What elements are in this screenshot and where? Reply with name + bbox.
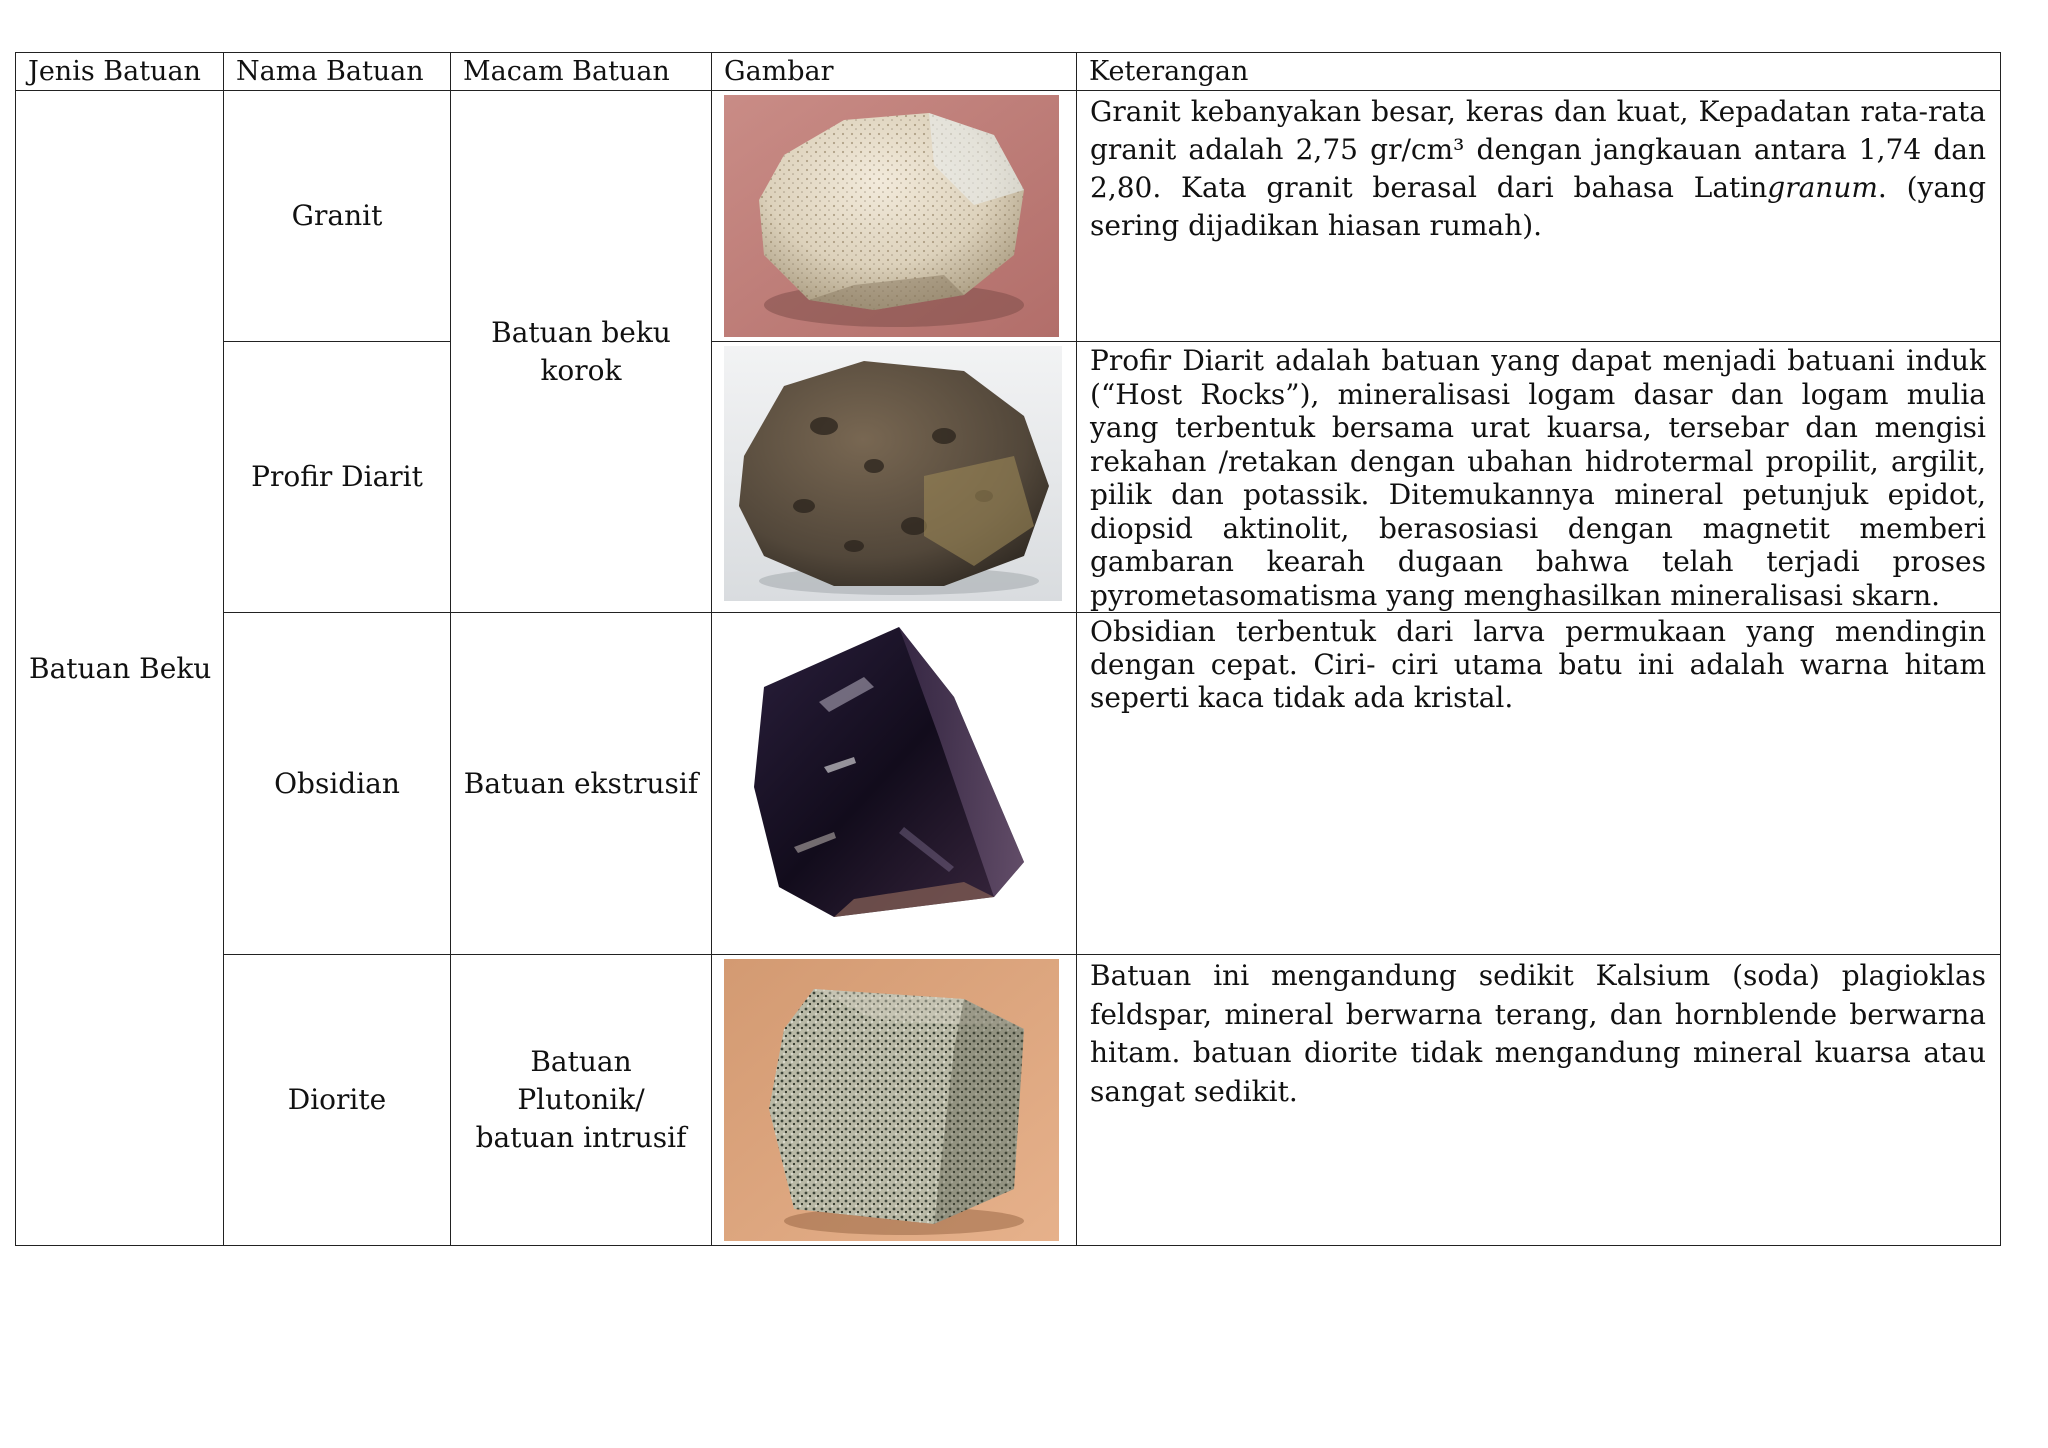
macam-batuan-cell: Batuan Plutonik/ batuan intrusif [451, 955, 712, 1246]
nama-batuan-cell: Diorite [224, 955, 451, 1246]
table-row [16, 613, 2001, 955]
header-macam-batuan: Macam Batuan [451, 53, 712, 91]
keterangan-cell: Obsidian terbentuk dari larva permukaan yang mendingin dengan cepat. Ciri- ciri utama batu ini adalah warna hitam seperti kaca tidak ada kristal. [1077, 613, 2001, 955]
keterangan-cell: Granit kebanyakan besar, keras dan kuat, Kepadatan rata-rata granit adalah 2,75 gr/cm³ dengan jangkauan antara 1,74 dan 2,80. Kata granit berasal dari bahasa Latingranum. (yang sering dijadikan hiasan rumah). [1077, 91, 2001, 342]
table-row [16, 91, 2001, 342]
header-row [16, 53, 2001, 91]
granite-rock-photo [724, 95, 1059, 337]
porphyry-diorite-rock-photo [724, 346, 1062, 601]
obsidian-rock-photo [724, 617, 1059, 927]
rock-image-cell [712, 342, 1077, 613]
diorite-rock-photo [724, 959, 1059, 1241]
header-jenis-batuan: Jenis Batuan [16, 53, 224, 91]
table-row [16, 955, 2001, 1246]
macam-batuan-cell: Batuan ekstrusif [451, 613, 712, 955]
rock-image-cell [712, 613, 1077, 955]
header-nama-batuan: Nama Batuan [224, 53, 451, 91]
nama-batuan-cell: Obsidian [224, 613, 451, 955]
jenis-batuan-cell: Batuan Beku [16, 91, 224, 1246]
macam-batuan-cell: Batuan beku korok [451, 91, 712, 613]
rock-image-cell [712, 955, 1077, 1246]
keterangan-cell: Batuan ini mengandung sedikit Kalsium (soda) plagioklas feldspar, mineral berwarna terang, dan hornblende berwarna hitam. batuan diorite tidak mengandung mineral kuarsa atau sangat sedikit. [1077, 955, 2001, 1246]
header-gambar: Gambar [712, 53, 1077, 91]
keterangan-cell: Profir Diarit adalah batuan yang dapat menjadi batuani induk (“Host Rocks”), mineralisasi logam dasar dan logam mulia yang terbentuk bersama urat kuarsa, tersebar dan mengisi rekahan /retakan dengan ubahan hidrotermal propilit, argilit, pilik dan potassik. Ditemukannya mineral petunjuk epidot, diopsid aktinolit, berasosiasi dengan magnetit memberi gambaran kearah dugaan bahwa telah terjadi proses pyrometasomatisma yang menghasilkan mineralisasi skarn. [1077, 342, 2001, 613]
rock-image-cell [712, 91, 1077, 342]
table-row [16, 342, 2001, 613]
nama-batuan-cell: Granit [224, 91, 451, 342]
header-keterangan: Keterangan [1077, 53, 2001, 91]
nama-batuan-cell: Profir Diarit [224, 342, 451, 613]
rock-table [15, 52, 2001, 1246]
